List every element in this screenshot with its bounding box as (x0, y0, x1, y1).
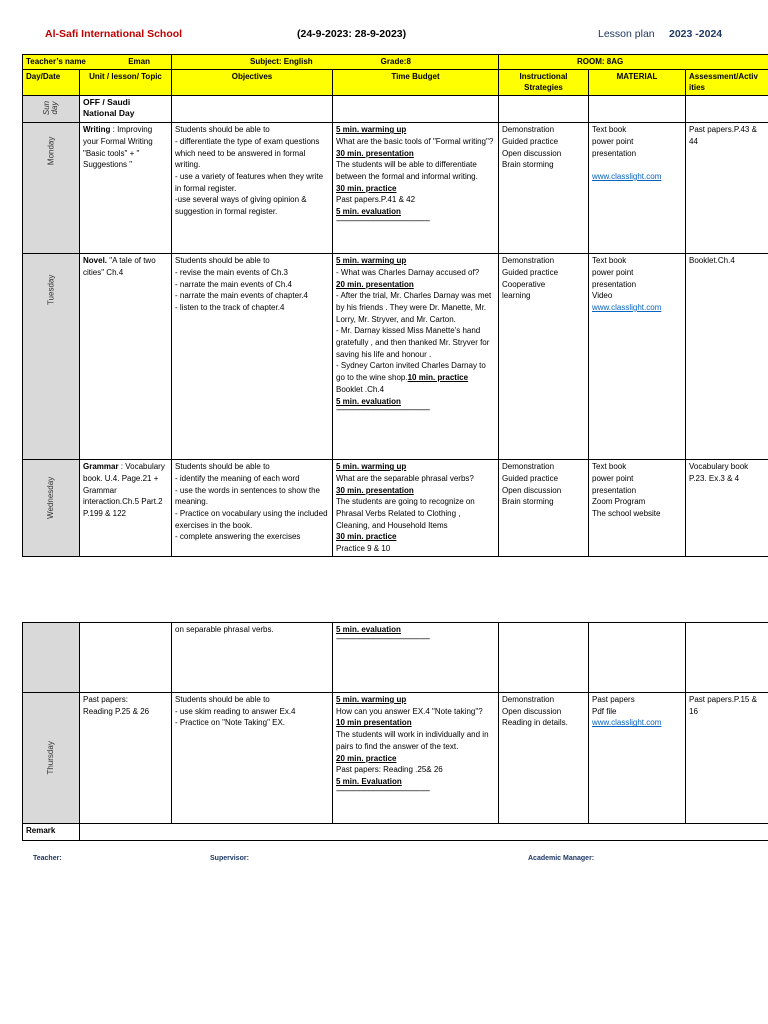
day-label: Sun day (42, 101, 59, 116)
lesson-plan-table-continued (22, 622, 768, 841)
day-label: Tuesday (46, 274, 56, 306)
remark-row (23, 824, 768, 841)
school-year: 2023 -2024 (669, 28, 723, 40)
objectives-cell: Students should be able to - identify the meaning of each word - use the words in sentences to show the meaning. - Practice on vocabulary using the included exercises in the book. - complete answering the exercises (172, 460, 333, 557)
remark-label: Remark (23, 824, 80, 841)
room-cell: ROOM: 8AG (499, 55, 768, 70)
col-objectives: Objectives (172, 69, 333, 95)
col-assessment: Assessment/Activ ities (686, 69, 768, 95)
day-row-thursday (23, 693, 768, 824)
objectives-cell: on separable phrasal verbs. (172, 623, 333, 693)
topic-cell: Novel. "A tale of two cities" Ch.4 (80, 254, 172, 460)
col-topic: Unit / lesson/ Topic (80, 69, 172, 95)
assessment-cell: Vocabulary book P.23. Ex.3 & 4 (686, 460, 768, 557)
day-label: Thursday (46, 741, 56, 775)
assessment-cell: Past papers.P.43 & 44 (686, 123, 768, 254)
day-cell (23, 254, 80, 460)
subject-grade-cell: Subject: English Grade:8 (172, 55, 499, 70)
strategies-cell: Demonstration Guided practice Open discussion Brain storming (499, 123, 589, 254)
topic-cell (80, 96, 172, 123)
topic-text: National Day (83, 108, 135, 119)
time-budget-cell: 5 min. warming up What are the basic tools of "Formal writing"? 30 min. presentation The students will be able to differentiate between the formal and informal writing. 30 min. practice Past papers.P.41 & 42 5 min. evaluation -------------------------------------------------------- (333, 123, 499, 254)
column-header-row (23, 69, 768, 95)
col-time-budget: Time Budget (333, 69, 499, 95)
col-day: Day/Date (23, 69, 80, 95)
day-row-monday (23, 123, 768, 254)
time-budget-cell: 5 min. evaluation -------------------------------------------------------- (333, 623, 499, 693)
day-cell (23, 693, 80, 824)
topic-cell: Past papers: Reading P.25 & 26 (80, 693, 172, 824)
col-material: MATERIAL (589, 69, 686, 95)
material-cell: Text book power point presentation Video www.classlight.com (589, 254, 686, 460)
day-label: Wednesday (46, 476, 56, 520)
day-row-tuesday (23, 254, 768, 460)
material-cell: Text book power point presentation www.classlight.com (589, 123, 686, 254)
time-budget-cell: 5 min. warming up What are the separable phrasal verbs? 30 min. presentation The students are going to recognize on Phrasal Verbs Related to Clothing , Cleaning, and Household Items 30 min. practice Practice 9 & 10 (333, 460, 499, 557)
continuation-row (23, 623, 768, 693)
day-label: Monday (46, 136, 56, 166)
topic-cell: Grammar : Vocabulary book. U.4. Page.21 + Grammar interaction.Ch.5 Part.2 P.199 & 122 (80, 460, 172, 557)
classlight-link[interactable]: www.classlight.com (592, 171, 662, 181)
objectives-cell: Students should be able to - use skim reading to answer Ex.4 - Practice on "Note Taking" EX. (172, 693, 333, 824)
teacher-signature-label: Teacher: (33, 855, 62, 862)
col-strategies: Instructional Strategies (499, 69, 589, 95)
teacher-name-cell: Teacher’s name Eman (23, 55, 172, 70)
time-budget-cell: 5 min. warming up - What was Charles Darnay accused of? 20 min. presentation - After the trial, Mr. Charles Darnay was met by his friends . They were Dr. Manette, Mr. Lorry, Mr. Stryver, and Mr. Carton. - Mr. Darnay kissed Miss Manette's hand gratefully , and then thanked Mr. Stryver for saving his life and honour . - Sydney Carton invited Charles Darnay to go to the wine shop.10 min. practice Booklet .Ch.4 5 min. evaluation -------------------------------------------------------- (333, 254, 499, 460)
time-budget-cell: 5 min. warming up How can you answer EX.4 "Note taking"? 10 min presentation The students will work in individually and in pairs to find the answer of the text. 20 min. practice Past papers: Reading .25& 26 5 min. Evaluation -------------------------------------------------------- (333, 693, 499, 824)
assessment-cell: Booklet.Ch.4 (686, 254, 768, 460)
supervisor-signature-label: Supervisor: (210, 855, 249, 862)
remark-field[interactable] (80, 824, 768, 841)
strategies-cell: Demonstration Open discussion Reading in details. (499, 693, 589, 824)
classlight-link[interactable]: www.classlight.com (592, 718, 662, 728)
day-row-sunday (23, 96, 768, 123)
lesson-plan-table (22, 54, 768, 557)
material-cell: Text book power point presentation Zoom Program The school website (589, 460, 686, 557)
objectives-cell: Students should be able to - revise the main events of Ch.3 - narrate the main events of Ch.4 - narrate the main events of chapter.4 - listen to the track of chapter.4 (172, 254, 333, 460)
strategies-cell: Demonstration Guided practice Cooperative learning (499, 254, 589, 460)
day-cell (23, 460, 80, 557)
day-cell (23, 623, 80, 693)
day-row-wednesday (23, 460, 768, 557)
strategies-cell: Demonstration Guided practice Open discussion Brain storming (499, 460, 589, 557)
lesson-plan-label: Lesson plan (598, 28, 655, 40)
academic-manager-signature-label: Academic Manager: (528, 855, 595, 862)
info-row (23, 55, 768, 70)
date-range: (24-9-2023: 28-9-2023) (297, 28, 407, 40)
assessment-cell: Past papers.P.15 & 16 (686, 693, 768, 824)
topic-text: OFF / Saudi (83, 97, 131, 108)
topic-cell: Writing : Improving your Formal Writing "Basic tools" + " Suggestions " (80, 123, 172, 254)
school-name: Al-Safi International School (45, 28, 183, 40)
classlight-link[interactable]: www.classlight.com (592, 302, 662, 312)
day-cell (23, 123, 80, 254)
objectives-cell: Students should be able to - differentiate the type of exam questions which need to be answered in formal writing. - use a variety of features when they write in formal register. -use several ways of giving opinion & suggestion in formal register. (172, 123, 333, 254)
material-cell: Past papers Pdf file www.classlight.com (589, 693, 686, 824)
day-cell (23, 96, 80, 123)
